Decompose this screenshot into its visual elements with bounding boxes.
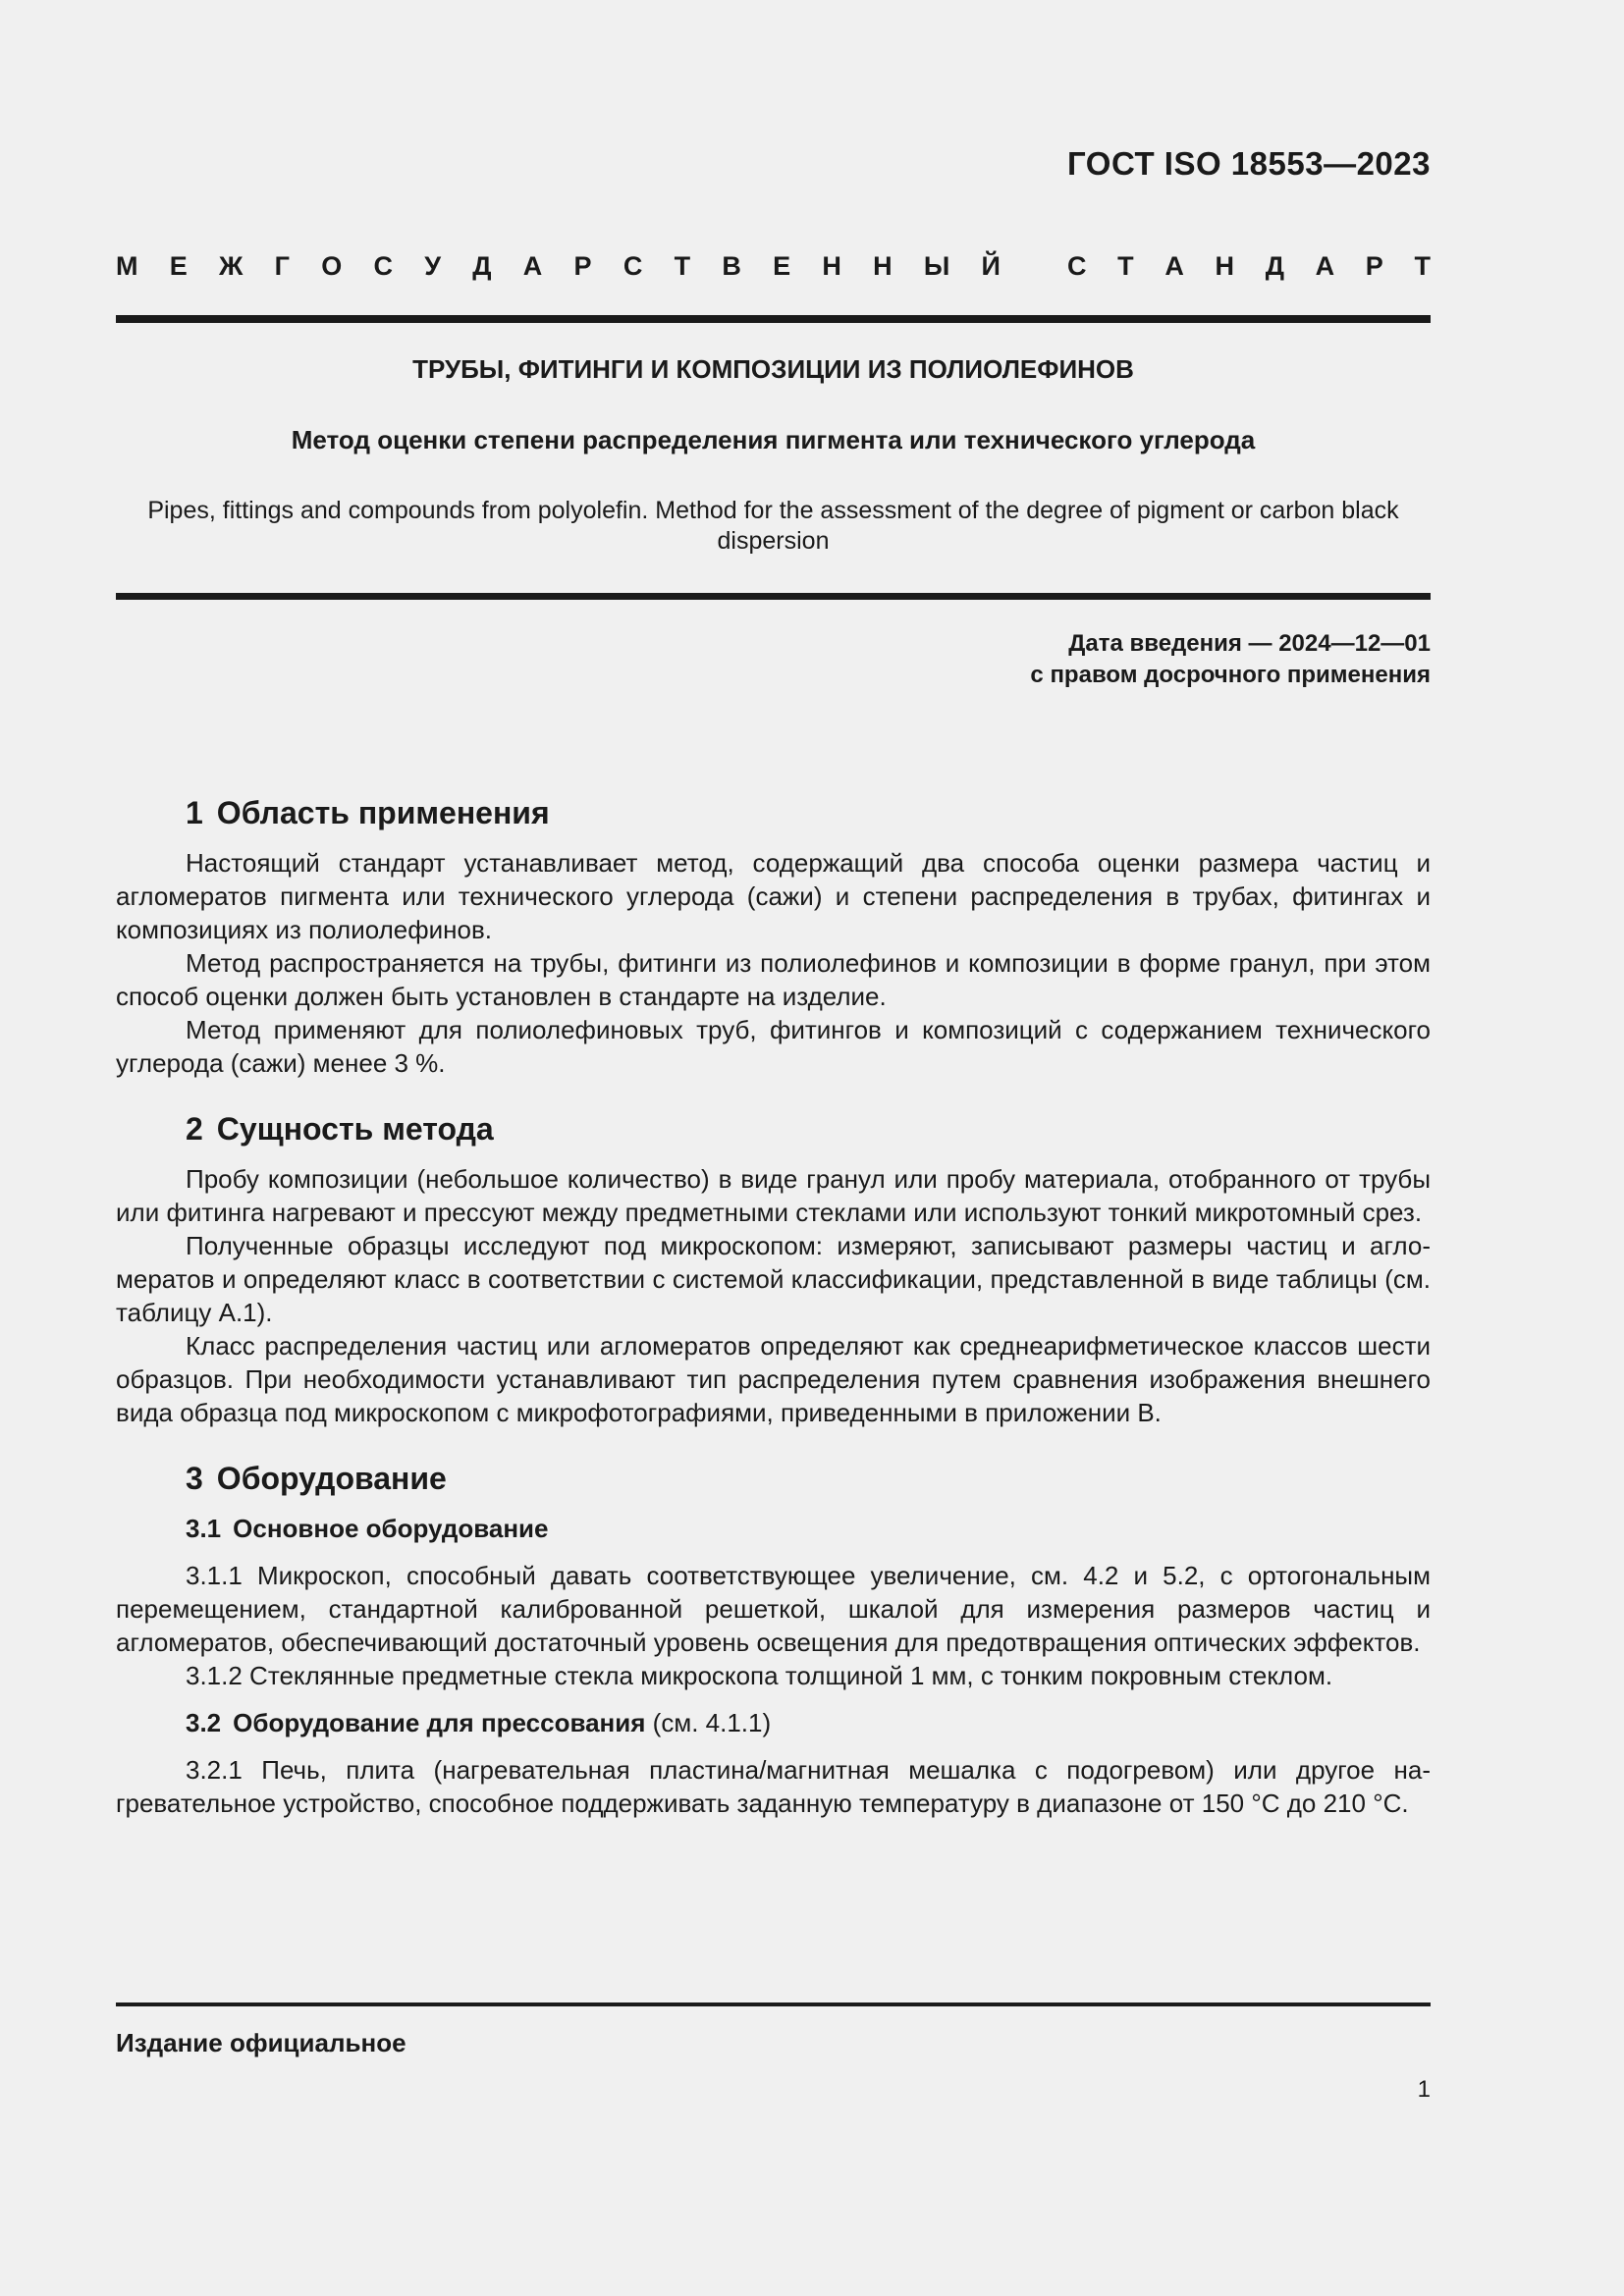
introduction-date: Дата введения — 2024—12—01	[1068, 630, 1431, 657]
footer-divider	[116, 2002, 1431, 2006]
paragraph: Класс распределения частиц или агломератов определяют как среднеарифметическое классов шести образцов. При необходимости устанавливают тип распределения путем сравнения изображения внешнего вида образца под микроскопом с микрофотографиями, приведенными в приложении В.	[116, 1331, 1431, 1427]
banner-letter: С	[373, 251, 393, 281]
subsection-reference: (см. 4.1.1)	[652, 1708, 772, 1737]
banner-letter: Е	[169, 251, 188, 281]
banner-letter: С	[623, 251, 643, 281]
paragraph: Настоящий стандарт устанавливает метод, содержащий два способа оценки размера частиц и агломератов пигмента или технического углерода (сажи) и степени распределения в трубах, фитингах и композициях из полиолефинов.	[116, 848, 1431, 944]
banner-letter: Д	[472, 251, 492, 281]
subsection-title: Оборудование для прессования	[233, 1708, 646, 1737]
banner-letter: Н	[873, 251, 893, 281]
paragraph: Полученные образцы исследуют под микроскопом: измеряют, записывают размеры частиц и агломератов и определяют класс в соответствии с системой классификации, представленной в виде таблицы (см. таблицу А.1).	[116, 1231, 1431, 1327]
banner-letter: С	[1067, 251, 1087, 281]
subsection-number: 3.1	[186, 1514, 222, 1543]
title-divider	[116, 593, 1431, 600]
section-title: Сущность метода	[216, 1111, 494, 1147]
paragraph: Метод применяют для полиолефиновых труб, фитингов и композиций с содержанием технического углерода (сажи) менее 3 %.	[116, 1015, 1431, 1078]
section-heading	[186, 1109, 1431, 1148]
interstate-standard-banner	[116, 251, 1431, 282]
banner-letter: Ы	[923, 251, 950, 281]
banner-letter: Е	[773, 251, 791, 281]
paragraph: 3.1.2 Стеклянные предметные стекла микроскопа толщиной 1 мм, с тонким покровным стеклом.	[186, 1661, 1333, 1690]
subsection-heading	[186, 1706, 1431, 1739]
banner-letter: Й	[981, 251, 1001, 281]
banner-letter: Т	[1414, 251, 1431, 281]
banner-letter: Д	[1265, 251, 1284, 281]
section-title: Оборудование	[216, 1461, 447, 1496]
banner-letter: Н	[1215, 251, 1235, 281]
document-body	[116, 793, 1431, 1820]
banner-letter: О	[321, 251, 343, 281]
subsection-heading	[186, 1512, 1431, 1545]
banner-letter: Ж	[219, 251, 244, 281]
banner-letter: Н	[822, 251, 841, 281]
interstate-word	[116, 251, 1001, 282]
banner-letter: А	[1164, 251, 1184, 281]
banner-letter: М	[116, 251, 138, 281]
banner-letter: Р	[573, 251, 592, 281]
header-divider	[116, 315, 1431, 323]
page-number: 1	[1417, 2076, 1431, 2103]
banner-letter: Т	[674, 251, 691, 281]
english-title-line: dispersion	[717, 527, 830, 555]
section-number: 3	[186, 1461, 203, 1496]
section-number: 1	[186, 795, 203, 830]
document-subtitle: Метод оценки степени распределения пигмента или технического углерода	[291, 425, 1256, 454]
early-application-note: с правом досрочного применения	[1030, 662, 1431, 688]
paragraph: Метод распространяется на трубы, фитинги из полиолефинов и композиции в форме гранул, при этом способ оценки должен быть установлен в стандарте на изделие.	[116, 948, 1431, 1011]
banner-letter: А	[1315, 251, 1335, 281]
standard-number: ГОСТ ISO 18553—2023	[1067, 145, 1431, 182]
banner-letter: А	[522, 251, 543, 281]
paragraph: 3.2.1 Печь, плита (нагревательная пластина/магнитная мешалка с подогревом) или другое нагревательное устройство, способное поддерживать заданную температуру в диапазоне от 150 °С до 210 °С.	[116, 1755, 1431, 1818]
section-title: Область применения	[216, 795, 550, 830]
introduction-date-block	[1030, 628, 1431, 691]
banner-letter: У	[424, 251, 442, 281]
official-edition-label: Издание официальное	[116, 2028, 406, 2057]
english-title-line: Pipes, fittings and compounds from polyolefin. Method for the assessment of the degree of pigment or carbon black	[147, 497, 1399, 524]
subsection-title: Основное оборудование	[233, 1514, 549, 1543]
section-heading	[186, 793, 1431, 832]
paragraph: Пробу композиции (небольшое количество) в виде гранул или пробу материала, отобранного от трубы или фитинга нагревают и прессуют между предметными стеклами или используют тонкий микротомный срез.	[116, 1164, 1431, 1227]
section-heading	[186, 1459, 1431, 1498]
banner-letter: В	[722, 251, 741, 281]
banner-letter: Р	[1365, 251, 1383, 281]
document-title: ТРУБЫ, ФИТИНГИ И КОМПОЗИЦИИ ИЗ ПОЛИОЛЕФИНОВ	[412, 354, 1134, 384]
paragraph: 3.1.1 Микроскоп, способный давать соответствующее увеличение, см. 4.2 и 5.2, с ортогональным перемещением, стандартной калиброванной решеткой, шкалой для измерения размеров частиц и агломератов, обеспечивающий достаточный уровень освещения для предотвращения оптических эффектов.	[116, 1561, 1431, 1657]
document-page	[116, 0, 1431, 2296]
english-title	[116, 496, 1431, 557]
section-number: 2	[186, 1111, 203, 1147]
banner-letter: Т	[1117, 251, 1134, 281]
banner-letter: Г	[274, 251, 290, 281]
standard-word	[1067, 251, 1431, 282]
subsection-number: 3.2	[186, 1708, 222, 1737]
